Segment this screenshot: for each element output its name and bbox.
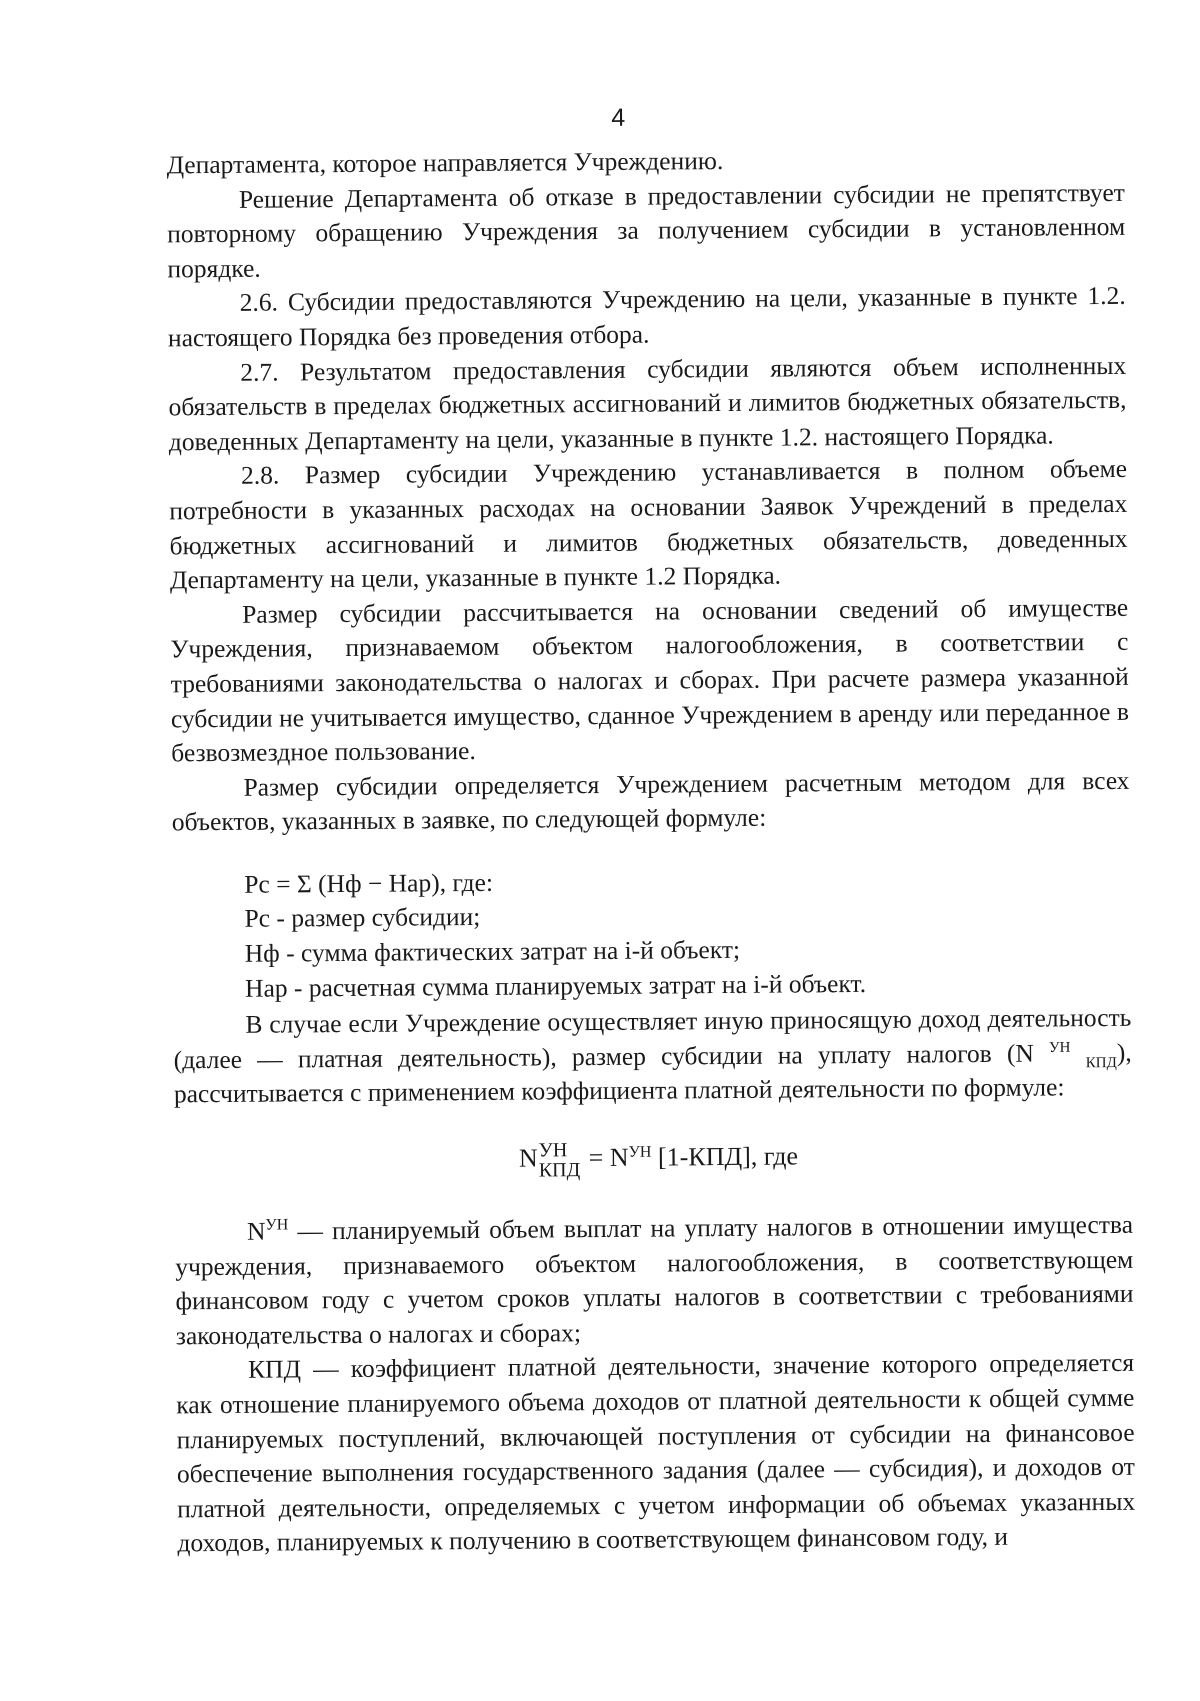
formula-kpd-sup: УН — [538, 1139, 568, 1162]
paragraph-continuation: Департамента, которое направляется Учреждению. — [166, 146, 724, 180]
formula-main: Рс = Σ (Нф − Нар), где: — [244, 867, 494, 899]
formula-kpd-rhs-rest: [1-КПД], где — [651, 1141, 799, 1172]
paragraph-nyh-definition — [175, 1202, 1134, 1354]
nyh-sup: УН — [265, 1216, 289, 1234]
paragraph-kpd-definition: КПД — коэффициент платной деятельности, значение которого определяется как отношение планируемого объема доходов от платной деятельности к общей сумме планируемых поступлений, включающей поступления от субсидии на финансовое обеспечение выполнения государственного задания (далее — субсидия), и доходов от платной деятельности, определяемых с учетом информации об объемах указанных доходов, планируемых к получению в соответствующем финансовом году, и — [176, 1348, 1136, 1558]
paragraph-calculation-basis: Размер субсидии рассчитывается на основании сведений об имуществе Учреждения, признаваемом объектом налогообложения, в соответствии с требованиями законодательства о налогах и сборах. При расчете размера указанной субсидии не учитывается имущество, сданное Учреждением в аренду или переданное в безвозмездное пользование. — [170, 592, 1130, 768]
paid-activity-text-after: ), рассчитывается с применением коэффициента платной деятельности по формуле: — [173, 1037, 1132, 1109]
formula-kpd-n: N — [518, 1143, 538, 1173]
paragraph-2-6: 2.6. Субсидии предоставляются Учреждению на цели, указанные в пункте 1.2. настоящего Порядка без проведения отбора. — [167, 281, 1126, 353]
paragraph-paid-activity — [173, 1001, 1132, 1112]
page-number: 4 — [611, 103, 626, 132]
nyh-text: — планируемый объем выплат на уплату налогов в отношении имущества учреждения, признаваемого объектом налогообложения, в соответствующем финансовом году с учетом сроков уплаты налогов в соответствии с требованиями законодательства о налогах и сборах; — [175, 1209, 1134, 1351]
definition-nf: Нф - сумма фактических затрат на i-й объект; — [244, 934, 741, 968]
paid-activity-text-before: В случае если Учреждение осуществляет иную приносящую доход деятельность (далее — платная деятельность), размер субсидии на уплату налогов (N — [173, 1003, 1132, 1075]
formula-kpd-rhs-sup: УН — [628, 1143, 652, 1161]
paid-activity-sub: КПД — [1085, 1054, 1117, 1072]
paragraph-formula-intro: Размер субсидии определяется Учреждением расчетным методом для всех объектов, указанных в заявке, по следующей формуле: — [171, 765, 1130, 837]
formula-definitions — [244, 861, 1131, 1006]
paid-activity-sup: УН — [1048, 1039, 1071, 1056]
formula-kpd-indices — [539, 1140, 581, 1180]
formula-kpd-sub: КПД — [538, 1159, 581, 1182]
paragraph-2-8: 2.8. Размер субсидии Учреждению устанавливается в полном объеме потребности в указанных расходах на основании Заявок Учреждений в пределах бюджетных ассигнований и лимитов бюджетных обязательств, доведенных Департаменту на цели, указанные в пункте 1.2 Порядка. — [169, 454, 1128, 595]
paragraph-2-7: 2.7. Результатом предоставления субсидии являются объем исполненных обязательств в пределах бюджетных ассигнований и лимитов бюджетных обязательств, доведенных Департаменту на цели, указанные в пункте 1.2. настоящего Порядка. — [168, 350, 1127, 457]
formula-kpd — [174, 1127, 1132, 1184]
paragraph-refusal: Решение Департамента об отказе в предоставлении субсидии не препятствует повторному обращению Учреждения за получением субсидии в установленном порядке. — [167, 177, 1126, 284]
nyh-n: N — [246, 1216, 266, 1246]
document-body — [166, 141, 1135, 1561]
definition-nar: Нар - расчетная сумма планируемых затрат на i-й объект. — [244, 968, 867, 1003]
formula-kpd-eq: = N — [582, 1142, 629, 1173]
definition-rc: Рс - размер субсидии; — [244, 902, 481, 934]
